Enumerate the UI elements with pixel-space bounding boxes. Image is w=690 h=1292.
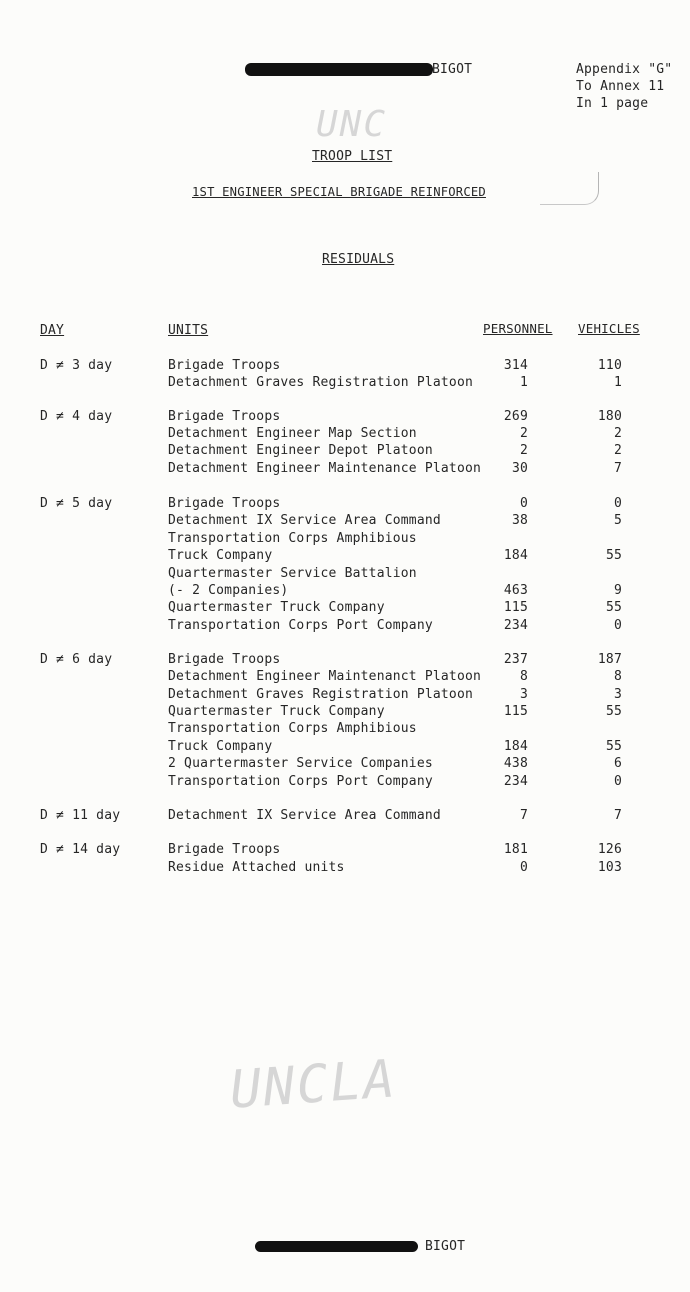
row-vehicles: 7 (613, 808, 622, 823)
row-personnel: 38 (511, 513, 528, 528)
row-personnel: 314 (503, 358, 528, 373)
row-unit: Detachment Graves Registration Platoon (168, 375, 474, 390)
row-vehicles: 2 (613, 426, 622, 441)
row-vehicles: 6 (613, 756, 622, 771)
row-personnel: 463 (503, 583, 528, 598)
row-unit: Brigade Troops (168, 496, 281, 511)
row-personnel: 181 (503, 842, 528, 857)
row-day: D ≠ 6 day (40, 652, 113, 667)
row-vehicles: 9 (613, 583, 622, 598)
row-personnel: 2 (519, 443, 528, 458)
row-unit: Transportation Corps Amphibious (168, 531, 417, 546)
redaction-bar-bottom (255, 1241, 418, 1252)
row-personnel: 115 (503, 704, 528, 719)
classification-top: BIGOT (432, 62, 473, 77)
row-personnel: 0 (519, 496, 528, 511)
row-unit: (- 2 Companies) (168, 583, 289, 598)
row-unit: Detachment IX Service Area Command (168, 808, 441, 823)
row-vehicles: 0 (613, 496, 622, 511)
row-day: D ≠ 3 day (40, 358, 113, 373)
row-vehicles: 187 (597, 652, 622, 667)
row-vehicles: 8 (613, 669, 622, 684)
row-vehicles: 0 (613, 618, 622, 633)
row-unit: Quartermaster Truck Company (168, 600, 385, 615)
row-unit: Transportation Corps Port Company (168, 774, 433, 789)
row-personnel: 269 (503, 409, 528, 424)
document-title: TROOP LIST (312, 149, 393, 164)
row-vehicles: 55 (605, 548, 622, 563)
row-personnel: 184 (503, 548, 528, 563)
document-subtitle: 1ST ENGINEER SPECIAL BRIGADE REINFORCED (192, 185, 486, 199)
row-unit: Residue Attached units (168, 860, 345, 875)
stamp-faint-bottom: UNCLA (228, 1049, 399, 1121)
appendix-line-1: Appendix "G" (576, 62, 673, 77)
row-personnel: 184 (503, 739, 528, 754)
row-personnel: 8 (519, 669, 528, 684)
row-unit: Transportation Corps Port Company (168, 618, 433, 633)
row-vehicles: 1 (613, 375, 622, 390)
row-unit: Brigade Troops (168, 358, 281, 373)
row-unit: Detachment Engineer Depot Platoon (168, 443, 433, 458)
row-unit: Truck Company (168, 739, 273, 754)
row-vehicles: 2 (613, 443, 622, 458)
column-header-day: DAY (40, 323, 65, 338)
row-personnel: 0 (519, 860, 528, 875)
row-personnel: 3 (519, 687, 528, 702)
row-unit: Detachment IX Service Area Command (168, 513, 441, 528)
row-vehicles: 3 (613, 687, 622, 702)
column-header-units: UNITS (168, 323, 209, 338)
row-unit: 2 Quartermaster Service Companies (168, 756, 433, 771)
row-unit: Quartermaster Truck Company (168, 704, 385, 719)
row-vehicles: 7 (613, 461, 622, 476)
row-vehicles: 103 (597, 860, 622, 875)
row-personnel: 30 (511, 461, 528, 476)
row-personnel: 2 (519, 426, 528, 441)
classification-bottom: BIGOT (425, 1239, 466, 1254)
row-day: D ≠ 5 day (40, 496, 113, 511)
row-vehicles: 55 (605, 600, 622, 615)
row-personnel: 438 (503, 756, 528, 771)
appendix-line-3: In 1 page (576, 96, 649, 111)
row-vehicles: 126 (597, 842, 622, 857)
row-vehicles: 55 (605, 704, 622, 719)
row-day: D ≠ 14 day (40, 842, 121, 857)
row-vehicles: 5 (613, 513, 622, 528)
row-vehicles: 110 (597, 358, 622, 373)
redaction-bar-top (245, 63, 433, 76)
row-personnel: 115 (503, 600, 528, 615)
row-unit: Truck Company (168, 548, 273, 563)
stamp-faint-top: UNC (316, 104, 388, 145)
row-unit: Brigade Troops (168, 409, 281, 424)
row-unit: Brigade Troops (168, 652, 281, 667)
row-vehicles: 55 (605, 739, 622, 754)
row-unit: Detachment Graves Registration Platoon (168, 687, 474, 702)
appendix-line-2: To Annex 11 (576, 79, 665, 94)
row-personnel: 237 (503, 652, 528, 667)
row-day: D ≠ 11 day (40, 808, 121, 823)
row-personnel: 234 (503, 774, 528, 789)
row-personnel: 1 (519, 375, 528, 390)
row-unit: Detachment Engineer Maintenance Platoon (168, 461, 482, 476)
column-header-vehicles: VEHICLES (578, 321, 640, 336)
column-header-personnel: PERSONNEL (483, 321, 553, 336)
row-unit: Transportation Corps Amphibious (168, 721, 417, 736)
section-heading: RESIDUALS (322, 252, 395, 267)
row-unit: Detachment Engineer Map Section (168, 426, 417, 441)
row-vehicles: 0 (613, 774, 622, 789)
row-unit: Detachment Engineer Maintenanct Platoon (168, 669, 482, 684)
row-vehicles: 180 (597, 409, 622, 424)
row-unit: Quartermaster Service Battalion (168, 566, 417, 581)
row-day: D ≠ 4 day (40, 409, 113, 424)
row-unit: Brigade Troops (168, 842, 281, 857)
pencil-mark (540, 172, 599, 205)
row-personnel: 234 (503, 618, 528, 633)
row-personnel: 7 (519, 808, 528, 823)
